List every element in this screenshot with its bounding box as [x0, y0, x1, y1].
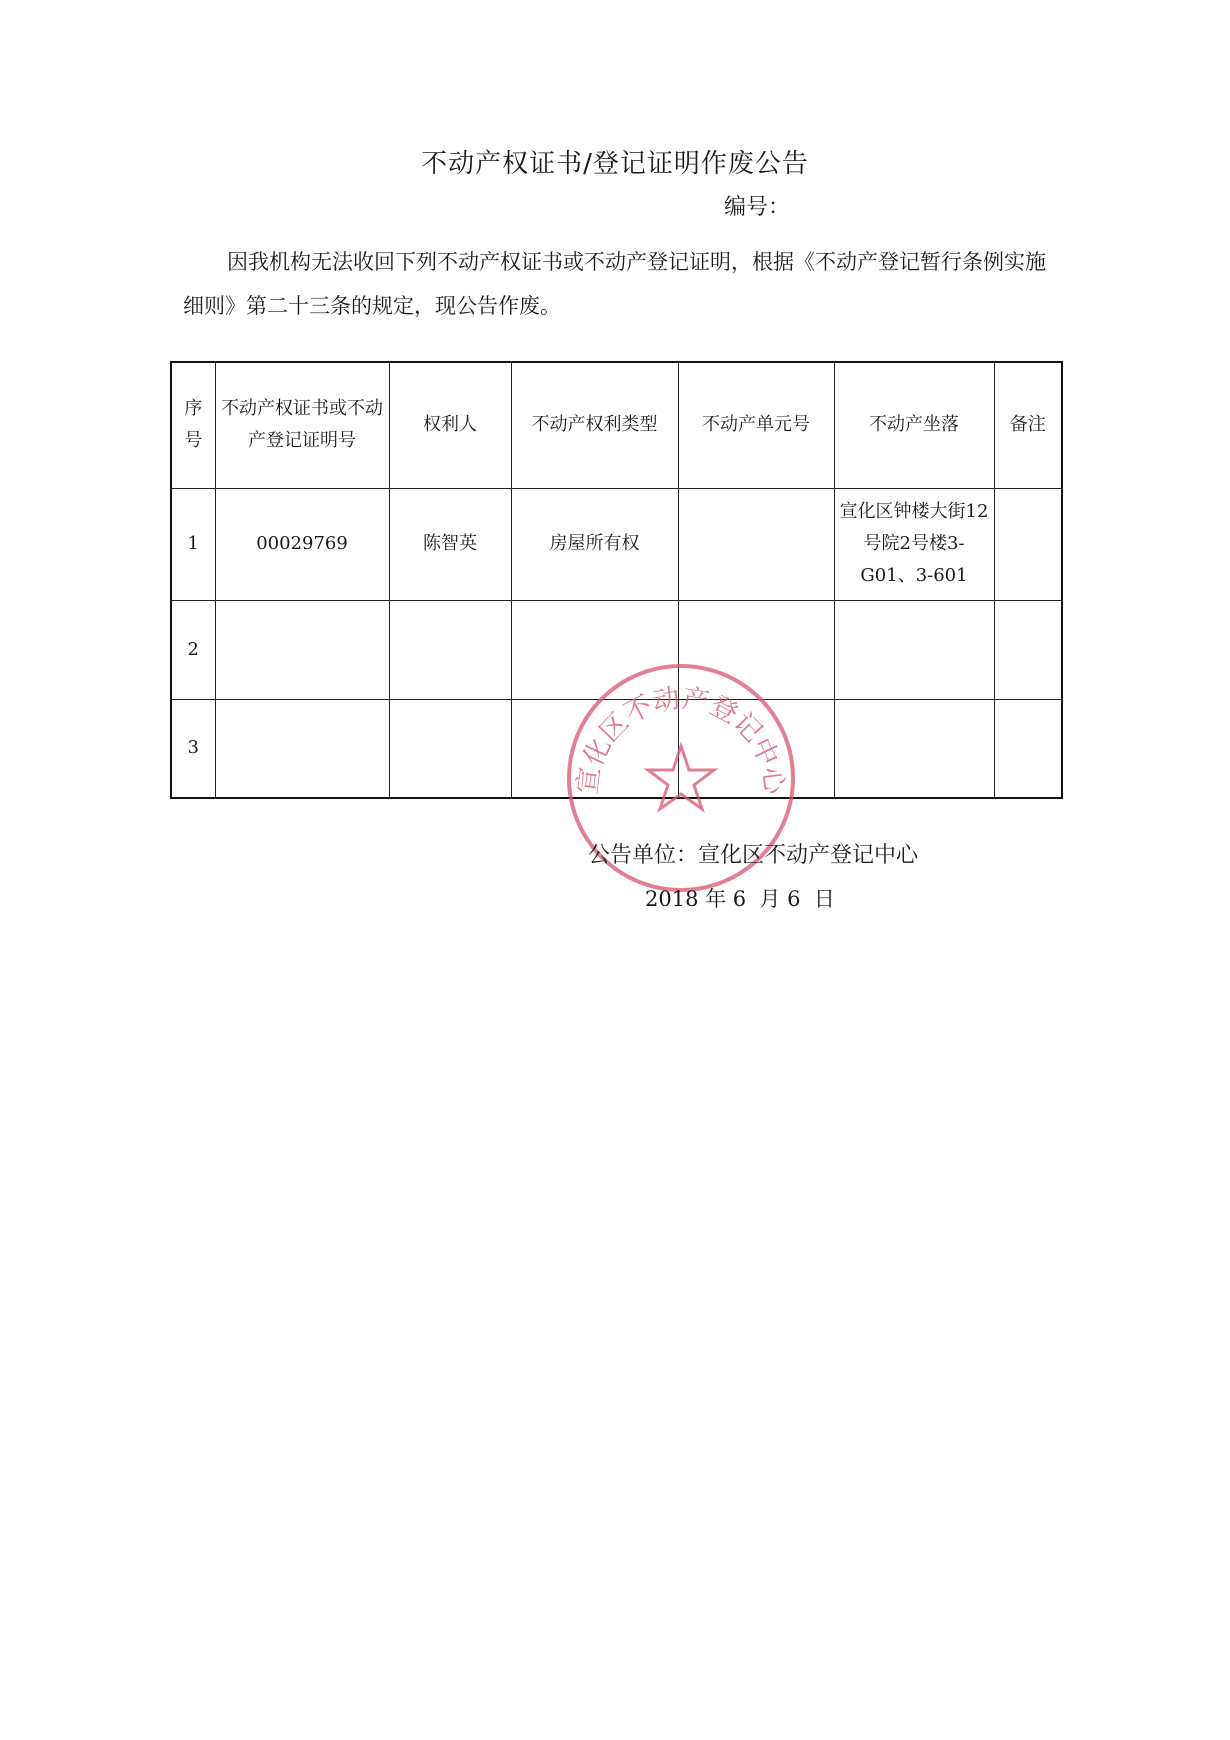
cell-cert-no: 00029769 [215, 488, 389, 600]
table-row [171, 488, 1062, 600]
header-owner: 权利人 [389, 362, 511, 488]
document-number-label: 编号： [724, 195, 791, 220]
cell-unit-no [678, 488, 834, 600]
seal-star-icon [648, 746, 714, 809]
issue-date: 2018 年 6 月 6 日 [645, 887, 835, 911]
cell-location: 宣化区钟楼大街12号院2号楼3-G01、3-601 [834, 488, 994, 600]
seal-text: 宣化区不动产登记中心 [572, 683, 790, 796]
issuer-line: 公告单位：宣化区不动产登记中心 [588, 843, 919, 868]
cell-right-type: 房屋所有权 [511, 488, 678, 600]
cell-owner [389, 699, 511, 798]
cell-location [834, 699, 994, 798]
cell-cert-no [215, 600, 389, 699]
cell-seq: 1 [171, 488, 215, 600]
header-location: 不动产坐落 [834, 362, 994, 488]
cell-cert-no [215, 699, 389, 798]
cell-seq: 2 [171, 600, 215, 699]
page-title: 不动产权证书/登记证明作废公告 [421, 149, 809, 179]
cell-remark [994, 699, 1062, 798]
notice-paragraph: 因我机构无法收回下列不动产权证书或不动产登记证明，根据《不动产登记暂行条例实施细则》第二十三条的规定，现公告作废。 [183, 250, 1046, 318]
header-remark: 备注 [994, 362, 1062, 488]
cell-remark [994, 488, 1062, 600]
cell-location [834, 600, 994, 699]
header-unit-no: 不动产单元号 [678, 362, 834, 488]
header-cert-no: 不动产权证书或不动产登记证明号 [215, 362, 389, 488]
header-right-type: 不动产权利类型 [511, 362, 678, 488]
cell-owner: 陈智英 [389, 488, 511, 600]
cell-seq: 3 [171, 699, 215, 798]
table-header-row [171, 362, 1062, 488]
cell-remark [994, 600, 1062, 699]
header-seq: 序号 [171, 362, 215, 488]
cell-owner [389, 600, 511, 699]
